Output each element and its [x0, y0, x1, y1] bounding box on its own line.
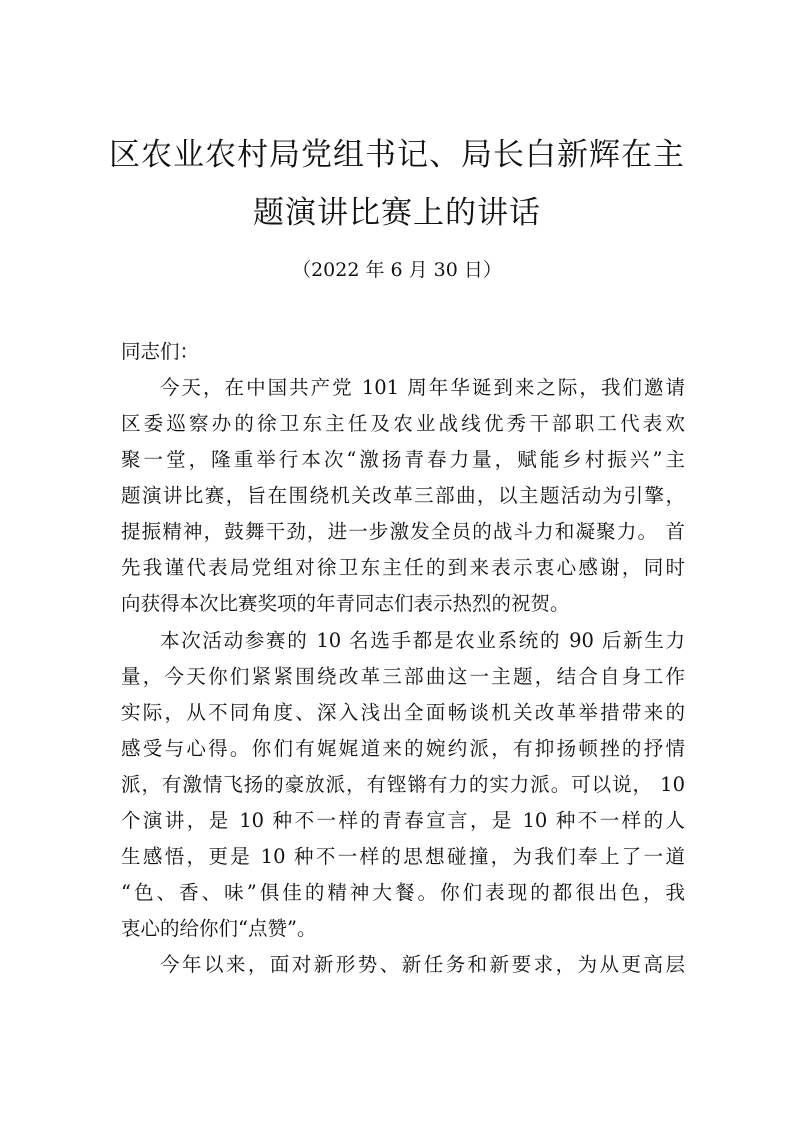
paragraph-1-line: 向获得本次比赛奖项的年青同志们表示热烈的祝贺。 [121, 592, 570, 615]
paragraph-1-line: 今天，在中国共产党 101 周年华诞到来之际，我们邀请 [160, 376, 685, 399]
paragraph-1-line: 先我谨代表局党组对徐卫东主任的到来表示衷心感谢，同时 [121, 556, 685, 579]
document-title-line-2: 题演讲比赛上的讲话 [253, 195, 541, 231]
paragraph-2-line: 实际，从不同角度、深入浅出全面畅谈机关改革举措带来的 [121, 701, 685, 724]
paragraph-2-line: “色、香、味”俱佳的精神大餐。你们表现的都很出色，我 [121, 881, 685, 904]
paragraph-1-line: 题演讲比赛，旨在围绕机关改革三部曲，以主题活动为引擎， [121, 484, 685, 507]
paragraph-3-line: 今年以来，面对新形势、新任务和新要求，为从更高层 [160, 953, 685, 976]
paragraph-2-line: 生感悟，更是 10 种不一样的思想碰撞，为我们奉上了一道 [121, 845, 685, 868]
salutation: 同志们： [121, 340, 200, 363]
paragraph-2-line: 衷心的给你们“点赞”。 [121, 917, 317, 940]
paragraph-2-line: 量，今天你们紧紧围绕改革三部曲这一主题，结合自身工作 [121, 665, 685, 688]
document-title-line-1: 区农业农村局党组书记、局长白新辉在主 [109, 137, 685, 173]
paragraph-1-line: 聚一堂，隆重举行本次“激扬青春力量，赋能乡村振兴”主 [121, 448, 685, 471]
paragraph-2-line: 个演讲，是 10 种不一样的青春宣言，是 10 种不一样的人 [121, 809, 685, 832]
paragraph-2-line: 本次活动参赛的 10 名选手都是农业系统的 90 后新生力 [160, 629, 685, 652]
paragraph-1-line: 区委巡察办的徐卫东主任及农业战线优秀干部职工代表欢 [121, 412, 685, 435]
paragraph-2-line: 感受与心得。你们有娓娓道来的婉约派，有抑扬顿挫的抒情 [121, 737, 685, 760]
paragraph-1-line: 提振精神，鼓舞干劲，进一步激发全员的战斗力和凝聚力。 首 [121, 520, 685, 543]
paragraph-2-line: 派，有激情飞扬的豪放派，有铿锵有力的实力派。可以说， 10 [121, 773, 685, 796]
document-date: （2022 年 6 月 30 日） [292, 259, 502, 281]
